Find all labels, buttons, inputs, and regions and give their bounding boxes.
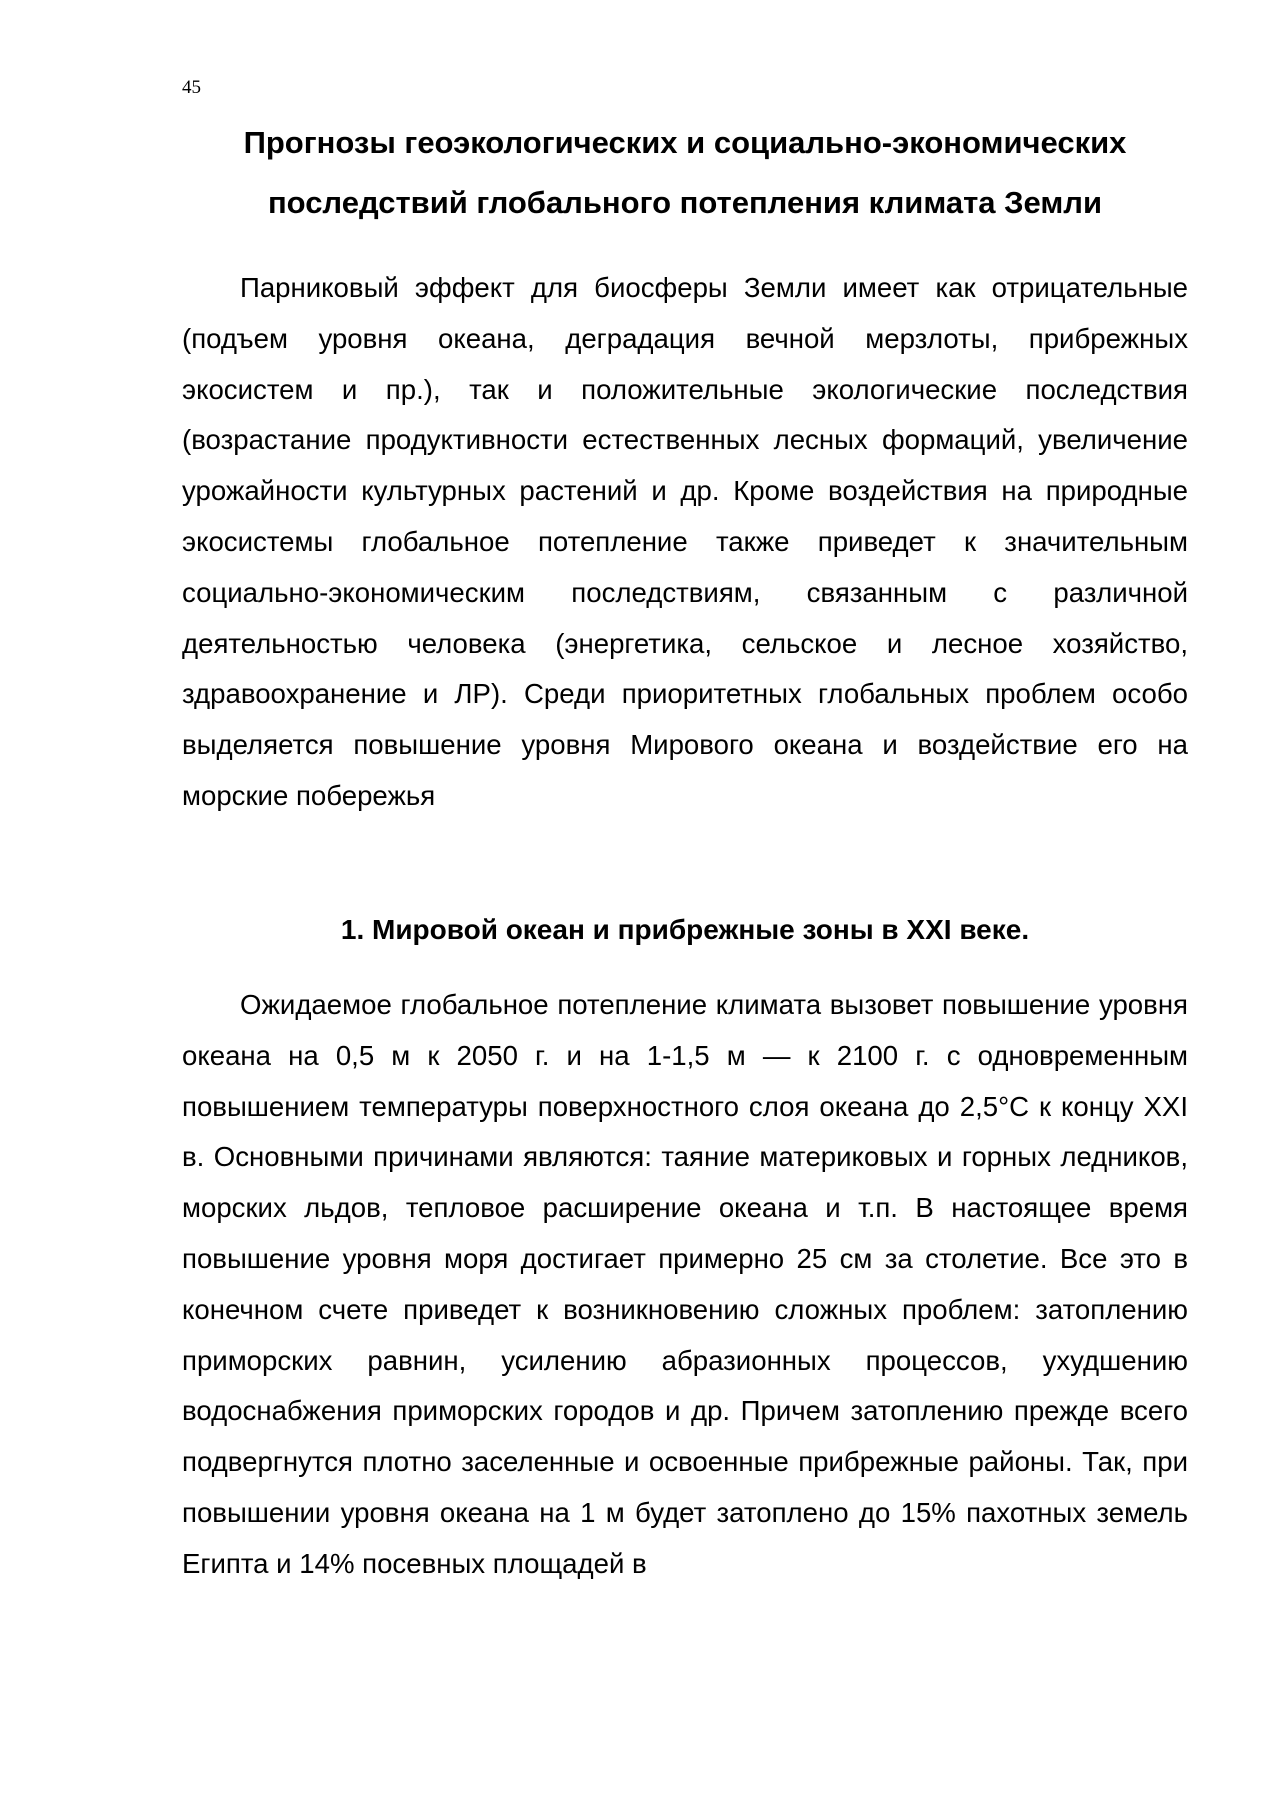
page-number: 45 — [182, 77, 201, 98]
document-title: Прогнозы геоэкологических и социально-экономических последствий глобального потепления климата Земли — [243, 125, 1127, 220]
section-heading: 1. Мировой океан и прибрежные зоны в XXI веке. — [340, 914, 1030, 945]
paragraph-ocean: Ожидаемое глобальное потепление климата вызовет повышение уровня океана на 0,5 м к 2050 г. и на 1-1,5 м — к 2100 г. с одновременным повышением температуры поверхностного слоя океана до 2,5°С к концу XXI в. Основными причинами являются: таяние материковых и горных ледников, морских льдов, тепловое расширение океана и т.п. В настоящее время повышение уровня моря достигает примерно 25 см за столетие. Все это в конечном счете приведет к возникновению сложных проблем: затоплению приморских равнин, усилению абразионных процессов, ухудшению водоснабжения приморских городов и др. Причем затоплению прежде всего подвергнутся плотно заселенные и освоенные прибрежные районы. Так, при повышении уровня океана на 1 м будет затоплено до 15% пахотных земель Египта и 14% посевных площадей в — [182, 989, 1188, 1579]
paragraph-intro: Парниковый эффект для биосферы Земли имеет как отрицательные (подъем уровня океана, деградация вечной мерзлоты, прибрежных экосистем и пр.), так и положительные экологические последствия (возрастание продуктивности естественных лесных формаций, увеличение урожайности культурных растений и др. Кроме воздействия на природные экосистемы глобальное потепление также приведет к значительным социально-экономическим последствиям, связанным с различной деятельностью человека (энергетика, сельское и лесное хозяйство, здравоохранение и ЛР). Среди приоритетных глобальных проблем особо выделяется повышение уровня Мирового океана и воздействие его на морские побережья — [182, 272, 1188, 811]
